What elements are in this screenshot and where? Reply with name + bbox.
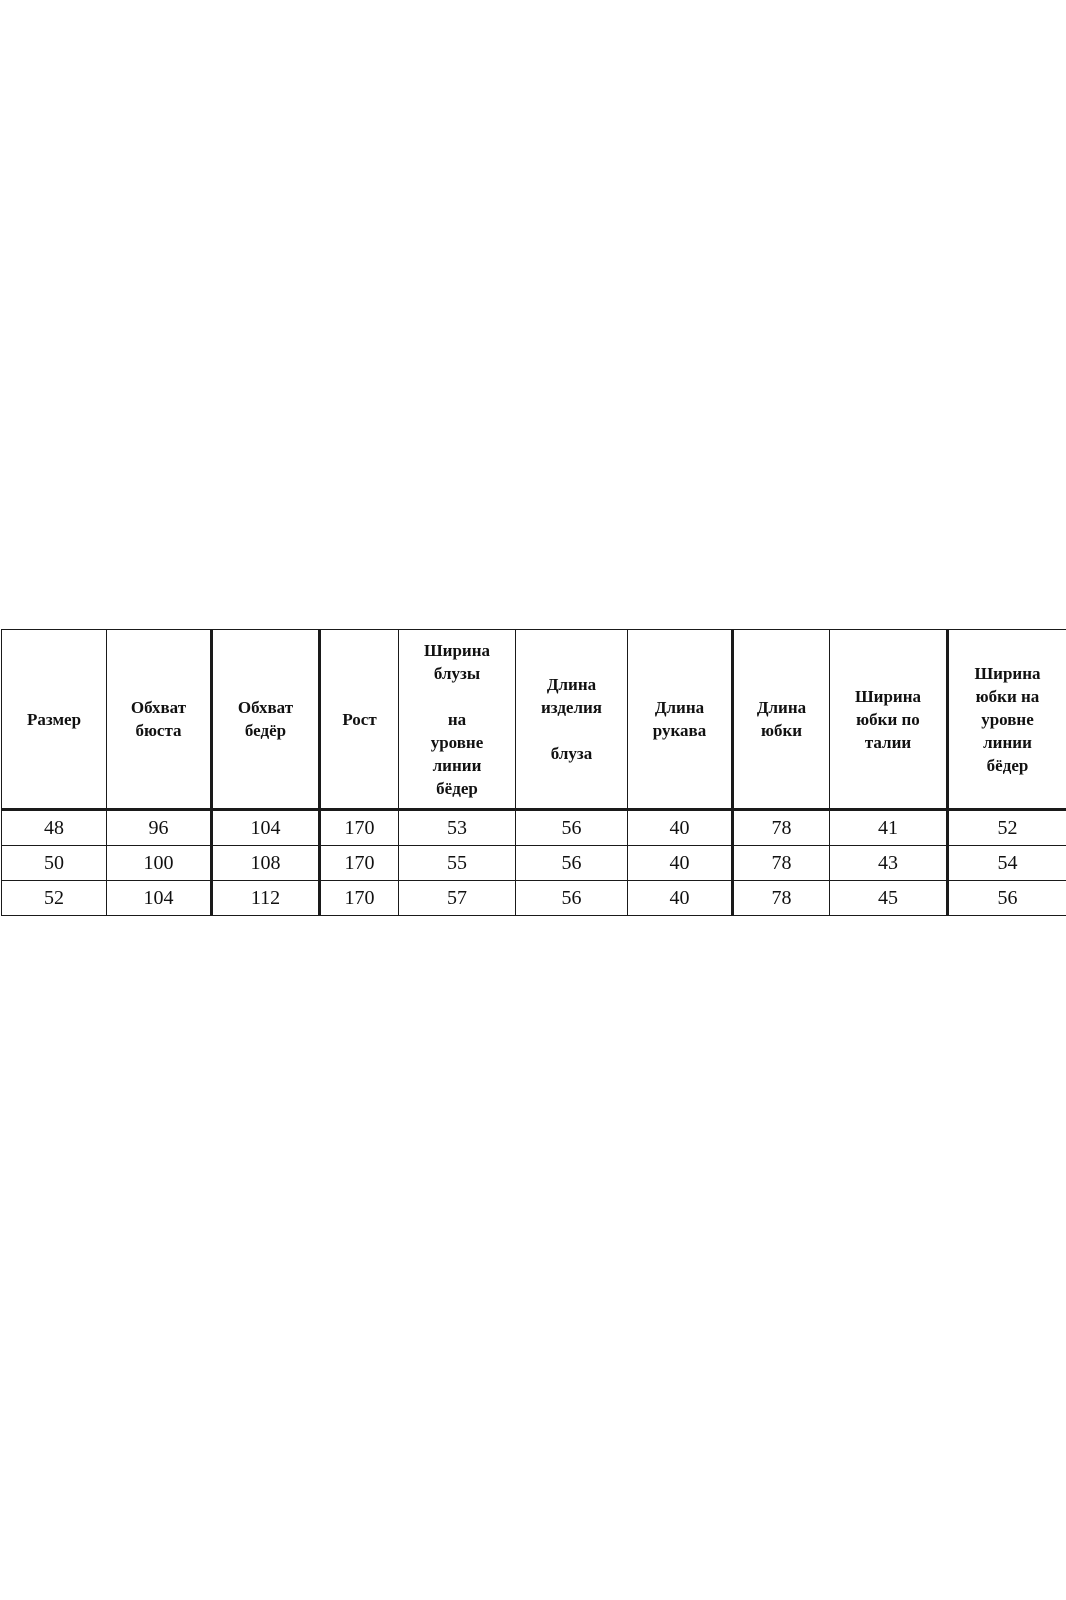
size-chart-table <box>1 629 1066 916</box>
table-cell: 52 <box>2 881 107 916</box>
table-cell: 57 <box>399 881 516 916</box>
table-cell: 56 <box>516 846 628 881</box>
table-cell: 56 <box>948 881 1066 916</box>
table-cell: 78 <box>733 881 830 916</box>
table-cell: 50 <box>2 846 107 881</box>
table-cell: 40 <box>628 810 733 846</box>
table-cell: 112 <box>212 881 320 916</box>
table-cell: 52 <box>948 810 1066 846</box>
table-cell: 170 <box>320 881 399 916</box>
table-cell: 54 <box>948 846 1066 881</box>
table-cell: 108 <box>212 846 320 881</box>
header-sleeve-length: Длина рукава <box>628 630 733 810</box>
header-length: Длина изделия блуза <box>516 630 628 810</box>
table-cell: 56 <box>516 881 628 916</box>
header-skirt-hip-width: Ширина юбки на уровне линии бёдер <box>948 630 1066 810</box>
table-row <box>2 810 1066 846</box>
table-row <box>2 881 1066 916</box>
header-bust: Обхват бюста <box>107 630 212 810</box>
header-blouse-width: Ширина блузы на уровне линии бёдер <box>399 630 516 810</box>
table-cell: 40 <box>628 846 733 881</box>
header-skirt-length: Длина юбки <box>733 630 830 810</box>
table-cell: 170 <box>320 846 399 881</box>
table-cell: 40 <box>628 881 733 916</box>
header-hips: Обхват бедёр <box>212 630 320 810</box>
table-cell: 43 <box>830 846 948 881</box>
table-cell: 41 <box>830 810 948 846</box>
table-cell: 104 <box>107 881 212 916</box>
header-height: Рост <box>320 630 399 810</box>
table-cell: 96 <box>107 810 212 846</box>
table-cell: 48 <box>2 810 107 846</box>
table-row <box>2 846 1066 881</box>
table-cell: 100 <box>107 846 212 881</box>
table-cell: 56 <box>516 810 628 846</box>
table-cell: 78 <box>733 846 830 881</box>
header-size: Размер <box>2 630 107 810</box>
table-header-row <box>2 630 1066 810</box>
table-cell: 55 <box>399 846 516 881</box>
table-cell: 78 <box>733 810 830 846</box>
table-cell: 104 <box>212 810 320 846</box>
table-cell: 53 <box>399 810 516 846</box>
table-cell: 170 <box>320 810 399 846</box>
header-skirt-waist-width: Ширина юбки по талии <box>830 630 948 810</box>
table-cell: 45 <box>830 881 948 916</box>
